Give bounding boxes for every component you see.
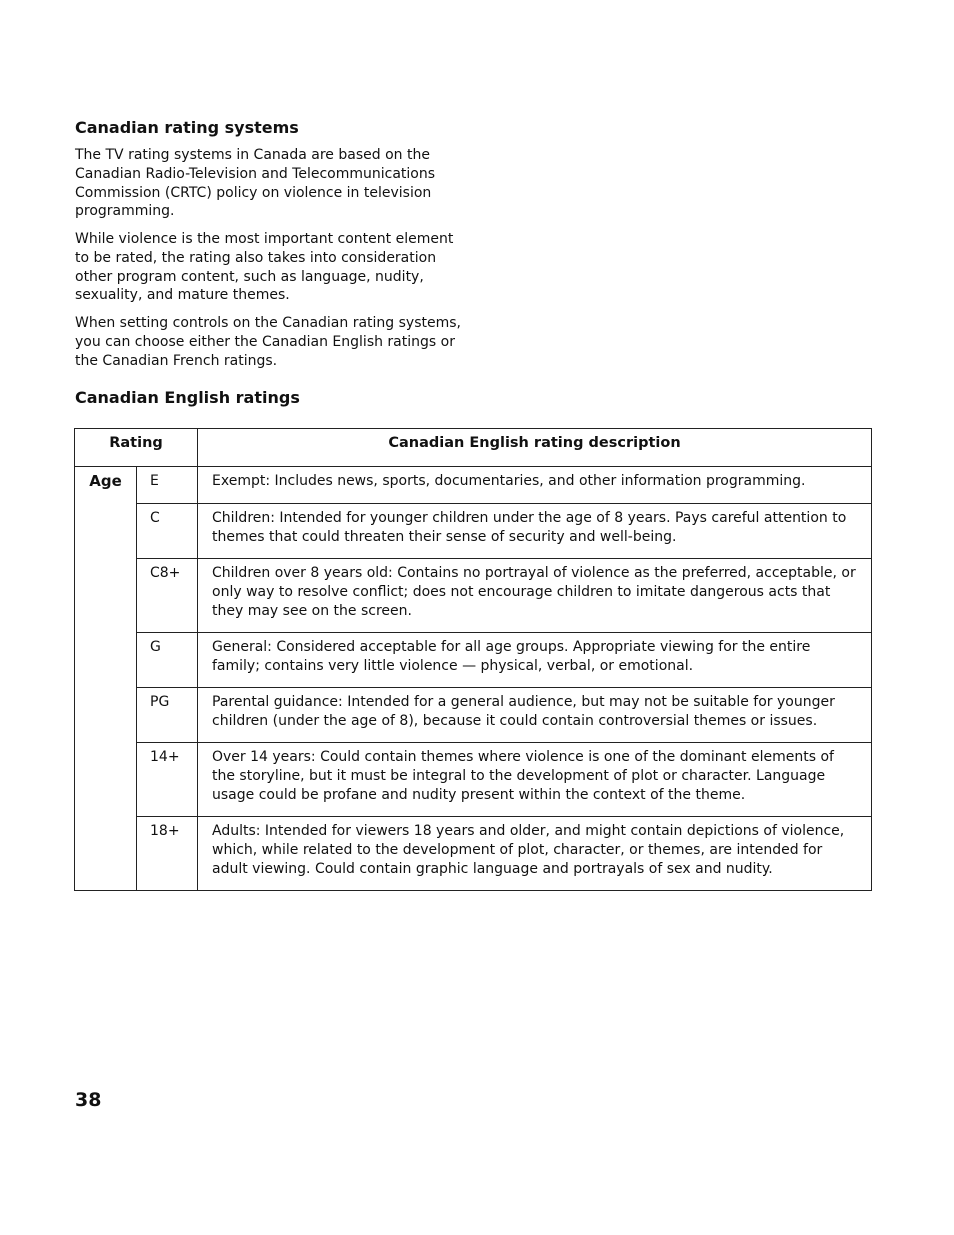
rating-description: General: Considered acceptable for all age groups. Appropriate viewing for the entire family; contains very little violence — physical, verbal, or emotional. (198, 633, 872, 688)
table-row (75, 633, 872, 688)
rating-code: 14+ (137, 743, 198, 817)
table-row (75, 504, 872, 559)
ratings-table (74, 428, 872, 891)
group-label-age: Age (75, 467, 137, 891)
header-description: Canadian English rating description (198, 429, 872, 467)
table-row (75, 559, 872, 633)
header-rating: Rating (75, 429, 198, 467)
rating-code: C8+ (137, 559, 198, 633)
table-row (75, 688, 872, 743)
rating-code: 18+ (137, 817, 198, 891)
rating-code: G (137, 633, 198, 688)
rating-description: Parental guidance: Intended for a general audience, but may not be suitable for younger children (under the age of 8), because it could contain controversial themes or issues. (198, 688, 872, 743)
table-row (75, 467, 872, 504)
section-title-canadian-rating-systems: Canadian rating systems (75, 118, 299, 137)
table-row (75, 817, 872, 891)
rating-description: Children over 8 years old: Contains no portrayal of violence as the preferred, acceptable, or only way to resolve conflict; does not encourage children to imitate dangerous acts that they may see on the screen. (198, 559, 872, 633)
rating-code: C (137, 504, 198, 559)
rating-code: PG (137, 688, 198, 743)
section-title-canadian-english-ratings: Canadian English ratings (75, 388, 300, 407)
paragraph-intro: The TV rating systems in Canada are based on the Canadian Radio-Television and Telecommunications Commission (CRTC) policy on violence in television programming. (75, 147, 436, 220)
rating-description: Over 14 years: Could contain themes where violence is one of the dominant elements of the storyline, but it must be integral to the development of plot or character. Language usage could be profane and nudity present within the context of the theme. (198, 743, 872, 817)
paragraph-violence: While violence is the most important content element to be rated, the rating also takes into consideration other program content, such as language, nudity, sexuality, and mature themes. (75, 231, 454, 304)
page-number: 38 (75, 1089, 102, 1111)
rating-description: Adults: Intended for viewers 18 years and older, and might contain depictions of violence, which, while related to the development of plot, character, or themes, are intended for adult viewing. Could contain graphic language and portrayals of sex and nudity. (198, 817, 872, 891)
rating-code: E (137, 467, 198, 504)
rating-description: Exempt: Includes news, sports, documentaries, and other information programming. (198, 467, 872, 504)
table-row (75, 743, 872, 817)
table-header-row (75, 429, 872, 467)
paragraph-controls: When setting controls on the Canadian rating systems, you can choose either the Canadian English ratings or the Canadian French ratings. (75, 315, 461, 369)
rating-description: Children: Intended for younger children under the age of 8 years. Pays careful attention to themes that could threaten their sense of security and well-being. (198, 504, 872, 559)
